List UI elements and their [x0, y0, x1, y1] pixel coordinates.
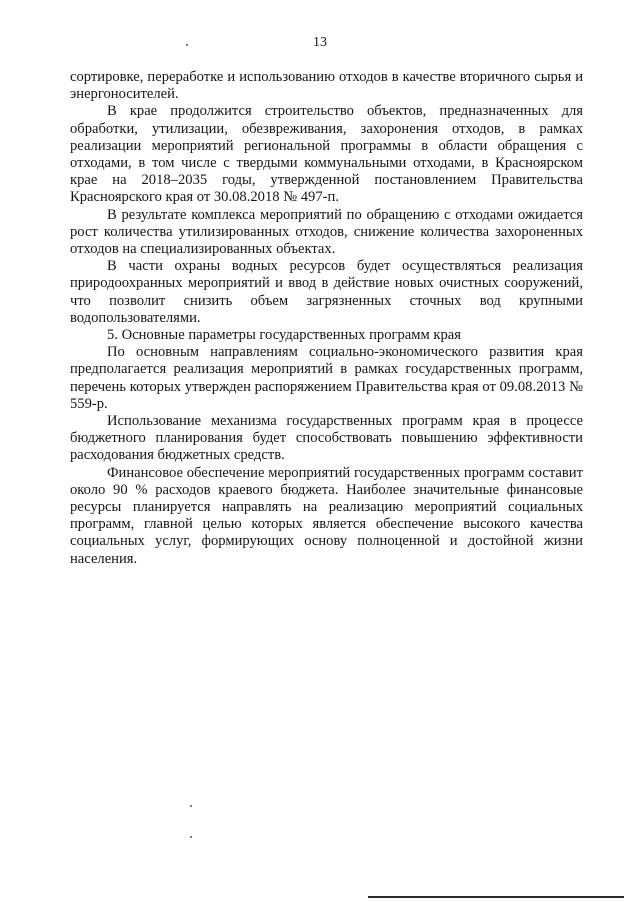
bottom-rule [368, 896, 624, 898]
paragraph-budget-planning: Использование механизма государственных программ края в процессе бюджетного планирования будет способствовать повышению эффективности расходования бюджетных средств. [70, 413, 583, 464]
scan-speck [186, 44, 188, 46]
scan-speck [190, 805, 192, 807]
scan-speck [190, 836, 192, 838]
page-number: 13 [313, 35, 327, 50]
paragraph-financing: Финансовое обеспечение мероприятий государственных программ составит около 90 % расходов краевого бюджета. Наиболее значительные финансовые ресурсы планируется направлять на реализацию мероприятий социальных программ, главной целью которых является обеспечение высокого качества социальных услуг, формирующих основу полноценной и достойной жизни населения. [70, 464, 583, 567]
paragraph-waste-results: В результате комплекса мероприятий по обращению с отходами ожидается рост количества утилизированных отходов, снижение количества захороненных отходов на специализированных объектах. [70, 206, 583, 258]
document-body [70, 69, 583, 568]
paragraph-waste-facilities: В крае продолжится строительство объектов, предназначенных для обработки, утилизации, обезвреживания, захоронения отходов, в рамках реализации мероприятий региональной программы в области обращения с отходами, в том числе с твердыми коммунальными отходами, в Красноярском крае на 2018–2035 годы, утвержденной постановлением Правительства Красноярского края от 30.08.2018 № 497-п. [70, 103, 583, 206]
section-heading: 5. Основные параметры государственных программ края [107, 327, 461, 344]
paragraph-water-resources: В части охраны водных ресурсов будет осуществляться реализация природоохранных мероприятий и ввод в действие новых очистных сооружений, что позволит снизить объем загрязненных сточных вод крупными водопользователями. [70, 258, 583, 326]
paragraph-waste-sorting: сортировке, переработке и использованию отходов в качестве вторичного сырья и энергоносителей. [70, 69, 583, 103]
paragraph-program-directions: По основным направлениям социально-экономического развития края предполагается реализация мероприятий в рамках государственных программ, перечень которых утвержден распоряжением Правительства края от 09.08.2013 № 559-р. [70, 344, 583, 412]
